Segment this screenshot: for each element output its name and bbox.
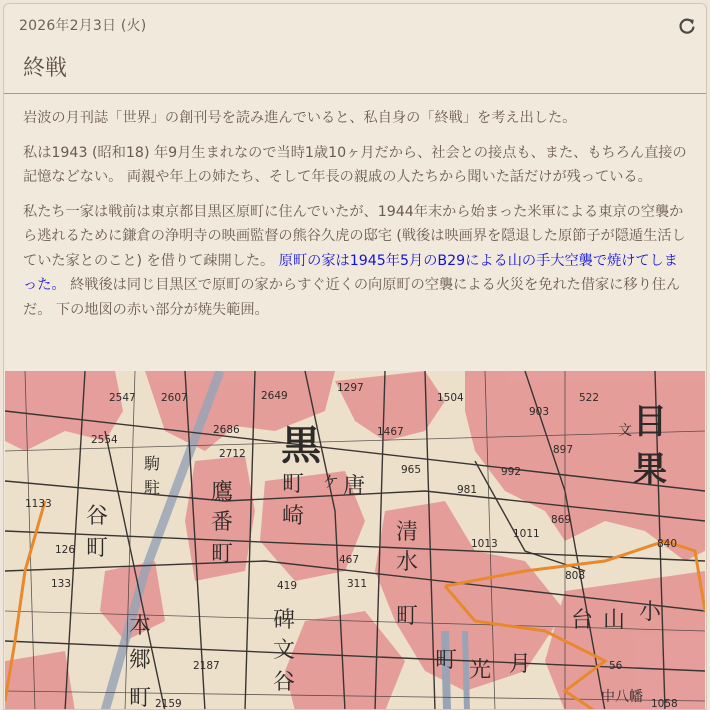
map-label-town-14: 鷹 xyxy=(211,480,234,505)
map-label-town-4: 崎 xyxy=(282,504,305,529)
map-label-town-28: 文 xyxy=(618,423,632,439)
map-label-town-1: 唐 xyxy=(343,474,366,499)
map-num-27: 2159 xyxy=(155,698,182,710)
paragraph-3-text-a: 私たち一家は戦前は東京都目黒区原町に住んでいたが、1944年末から始まった米軍による東京の空襲から逃れるために鎌倉の浄明寺の映画監督の熊谷久虎の邸宅 (戦後は映画界を隠退した原節子が隠遁生活していた家とのこと) を借りて疎開した。 xyxy=(23,203,686,269)
map-num-10: 2712 xyxy=(219,448,246,460)
map-label-town-5: 清 xyxy=(396,520,419,545)
map-label-town-22: 光 xyxy=(469,658,492,683)
map-num-12: 965 xyxy=(401,464,422,476)
map-label-town-24: 台 xyxy=(571,608,594,633)
map-num-1: 1297 xyxy=(337,382,364,394)
map-num-20: 840 xyxy=(657,538,678,550)
map-label-town-27: 中八幡 xyxy=(601,689,643,705)
map-label-town-20: 駐 xyxy=(144,478,161,497)
burned-house-link[interactable]: 原町の家は1945年5月のB29による山の手大空襲で焼けてしまった。 xyxy=(23,252,678,293)
map-num-23: 467 xyxy=(339,554,360,566)
map-num-24: 311 xyxy=(347,578,368,590)
map-num-4: 522 xyxy=(579,392,600,404)
map-label-town-6: 水 xyxy=(396,550,419,575)
map-num-17: 1013 xyxy=(471,538,498,550)
map-label-town-2: ケ xyxy=(323,472,340,491)
map-num-29: 56 xyxy=(609,660,623,672)
map-num-15: 981 xyxy=(457,484,478,496)
map-label-town-3: 町 xyxy=(282,472,305,497)
map-num-22: 133 xyxy=(51,578,72,590)
map-num-26: 2187 xyxy=(193,660,220,672)
map-num-16: 1133 xyxy=(25,498,52,510)
blog-post-card xyxy=(3,3,707,710)
map-label-town-10: 谷 xyxy=(273,670,296,695)
map-label-town-11: 本 xyxy=(129,614,152,639)
bombing-map-image xyxy=(5,371,705,710)
map-num-13: 992 xyxy=(501,466,522,478)
map-label-town-7: 町 xyxy=(396,604,419,629)
map-label-town-26: 小 xyxy=(639,600,662,625)
map-label-town-17: 谷 xyxy=(86,504,109,529)
map-label-me: 目 xyxy=(633,402,667,442)
map-num-2: 1504 xyxy=(437,392,464,404)
paragraph-3-text-b: 終戦後は同じ目黒区で原町の家からすぐ近くの向原町の空襲による火災を免れた借家に移り住んだ。 下の地図の赤い部分が焼失範囲。 xyxy=(23,277,681,318)
paragraph-1: 岩波の月刊誌「世界」の創刊号を読み進んでいると、私自身の「終戦」を考え出した。 xyxy=(23,110,577,126)
paragraph-2: 私は1943 (昭和18) 年9月生まれなので当時1歳10ヶ月だから、社会との接点も、また、もちろん直接の記憶などない。 両親や年上の姉たち、そして年長の親戚の人たちから聞いた話だけが残っている。 xyxy=(23,144,687,185)
map-label-town-16: 町 xyxy=(211,542,234,567)
map-num-3: 903 xyxy=(529,406,550,418)
map-num-25: 419 xyxy=(277,580,298,592)
post-date: 2026年2月3日 (火) xyxy=(19,18,147,34)
map-num-11: 1467 xyxy=(377,426,404,438)
map-label-town-25: 山 xyxy=(603,608,626,633)
map-num-9: 2554 xyxy=(91,434,118,446)
map-num-7: 2649 xyxy=(261,390,288,402)
paragraph-3 xyxy=(23,200,688,323)
post-header xyxy=(4,4,706,94)
map-num-14: 897 xyxy=(553,444,574,456)
map-label-ka: 果 xyxy=(633,450,667,490)
map-num-30: 1058 xyxy=(651,698,678,710)
map-num-18: 1011 xyxy=(513,528,540,540)
refresh-icon[interactable] xyxy=(677,16,697,36)
map-num-28: 808 xyxy=(565,570,586,582)
map-label-town-15: 番 xyxy=(211,510,234,535)
post-title: 終戦 xyxy=(23,56,68,81)
map-label-town-12: 郷 xyxy=(129,648,152,673)
map-num-6: 2607 xyxy=(161,392,188,404)
map-label-town-21: 月 xyxy=(509,652,532,677)
map-label-town-23: 町 xyxy=(435,648,458,673)
map-label-town-13: 町 xyxy=(129,686,152,710)
map-label-town-18: 町 xyxy=(86,536,109,561)
map-num-19: 869 xyxy=(551,514,572,526)
map-num-5: 2547 xyxy=(109,392,136,404)
map-num-8: 2686 xyxy=(213,424,240,436)
map-label-town-8: 碑 xyxy=(273,608,296,633)
map-label-kuro: 黒 xyxy=(281,423,321,469)
map-label-town-19: 駒 xyxy=(144,454,161,473)
map-num-21: 126 xyxy=(55,544,76,556)
map-label-town-9: 文 xyxy=(273,638,296,663)
post-body xyxy=(4,94,706,322)
